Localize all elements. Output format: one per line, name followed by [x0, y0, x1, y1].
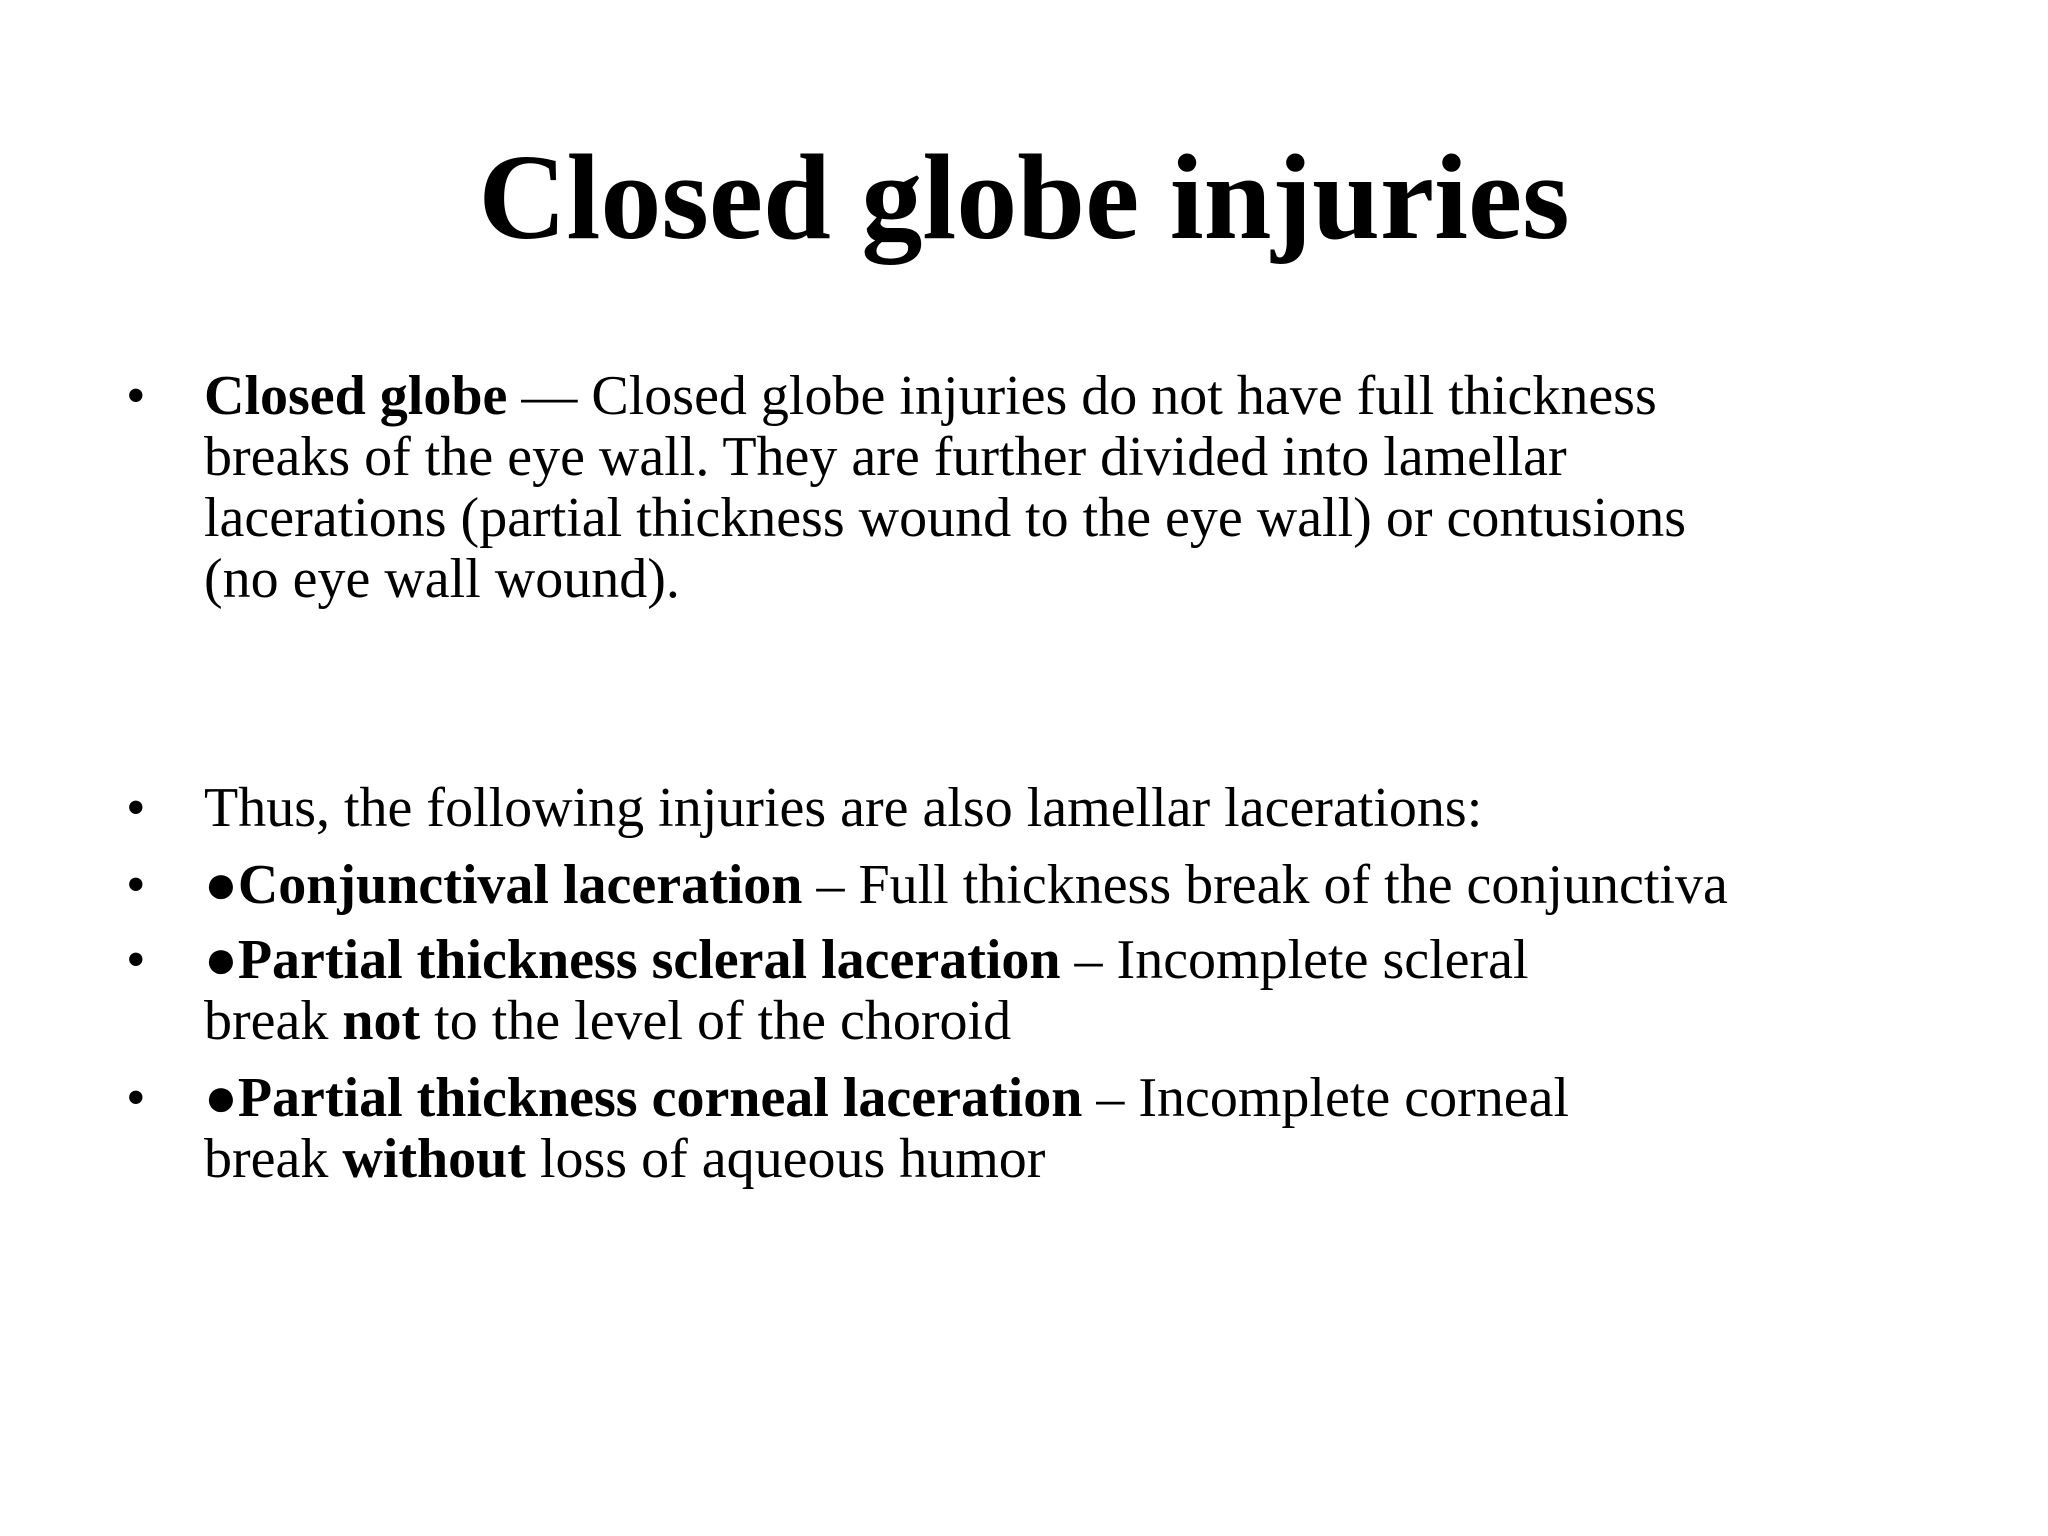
text-line [204, 991, 1964, 1052]
text-line [204, 1068, 1964, 1129]
bullet-item-conjunctival-laceration [126, 854, 1964, 916]
text-line [204, 930, 1964, 991]
definition-text: breaks of the eye wall. They are further divided into lamellar [204, 426, 1567, 488]
definition-text: – Incomplete scleral [1060, 929, 1529, 991]
text-line [204, 427, 1964, 488]
emphasis: without [342, 1128, 526, 1190]
definition-text: break [204, 990, 343, 1052]
bullet-item-corneal-laceration [126, 1067, 1964, 1190]
text-line [204, 855, 1964, 916]
bullet-marker: • [126, 1067, 146, 1129]
definition-text: loss of aqueous humor [525, 1128, 1046, 1190]
slide-title: Closed globe injuries [478, 130, 1570, 265]
text-line [204, 366, 1964, 427]
term: ●Conjunctival laceration [204, 854, 803, 916]
definition-text: lacerations (partial thickness wound to the eye wall) or contusions [204, 487, 1687, 549]
intro-text: Thus, the following injuries are also lamellar lacerations: [204, 777, 1483, 839]
definition-text: to the level of the choroid [420, 990, 1012, 1052]
bullet-item-closed-globe [126, 365, 1964, 610]
definition-text: – Incomplete corneal [1082, 1067, 1570, 1129]
term: Closed globe [204, 365, 508, 427]
text-line [204, 549, 1964, 610]
text-line [204, 1129, 1964, 1190]
text-line [204, 778, 1964, 839]
bullet-marker: • [126, 929, 146, 991]
term: ●Partial thickness scleral laceration [204, 929, 1061, 991]
bullet-item-intro [126, 777, 1964, 839]
definition-text: break [204, 1128, 343, 1190]
term: ●Partial thickness corneal laceration [204, 1067, 1083, 1129]
emphasis: not [342, 990, 421, 1052]
bullet-marker: • [126, 365, 146, 427]
definition-text: – Full thickness break of the conjunctiva [802, 854, 1728, 916]
definition-text: — Closed globe injuries do not have full thickness [507, 365, 1657, 427]
bullet-item-scleral-laceration [126, 929, 1964, 1052]
text-line [204, 488, 1964, 549]
bullet-marker: • [126, 777, 146, 839]
bullet-marker: • [126, 854, 146, 916]
definition-text: (no eye wall wound). [204, 548, 680, 610]
